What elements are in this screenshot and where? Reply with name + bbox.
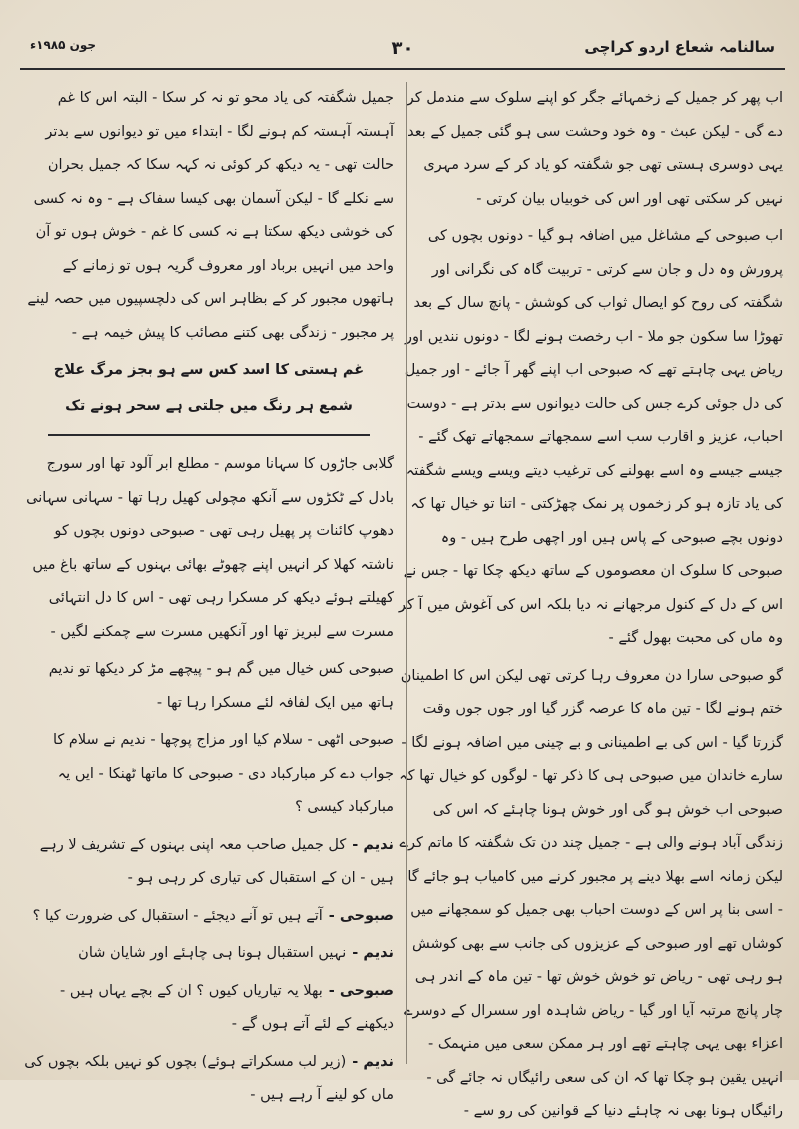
dialogue-line	[24, 975, 394, 1042]
right-paragraph-2: اب صبوحی کے مشاغل میں اضافہ ہو گیا - دونوں بچوں کی پرورش وہ دل و جان سے کرتی - تربیت گاہ کی نگرانی اور شگفتہ کی روح کو ایصال ثواب کی کوشش - پانچ سال کے بعد تھوڑا سا سکون جو ملا - اب رخصت ہونے لگا - دونوں نندیں اور ریاض یہی چاہتے تھے کہ صبوحی اب اپنے گھر آ جائے - اور جمیل کی دل جوئی کرے جس کی حالت دیوانوں سے بدتر ہے - دوست احباب، عزیز و اقارب سب اسے سمجھاتے سمجھاتے تھک گئے - جیسے جیسے وہ اسے بھولنے کی ترغیب دیتے ویسے ویسے شگفتہ کی یاد تازہ ہو کر زخموں پر نمک چھڑکتی - اتنا تو خیال تھا کہ دونوں بچے صبوحی کے پاس ہیں اور اچھی طرح ہیں - وہ صبوحی کا سلوک ان معصوموں کے ساتھ دیکھ چکا تھا - جس نے اس کے دل کے کنول مرجھانے نہ دیا بلکہ اس کی آغوش میں آ کر وہ ماں کی محبت بھول گئے -	[398, 228, 783, 646]
magazine-title: سالنامہ شعاع اردو کراچی	[584, 38, 775, 56]
dialogue-line	[24, 900, 394, 934]
dialogue-text: (زیر لب مسکراتے ہوئے) بچوں کو نہیں بلکہ بچوں کی ماں کو لینے آ رہے ہیں -	[24, 1053, 394, 1103]
page-header	[20, 34, 785, 70]
dialogue-text: کل جمیل صاحب معہ اپنی بہنوں کے تشریف لا رہے ہیں - ان کے استقبال کی تیاری کر رہی ہو -	[39, 836, 394, 886]
dialogue-speaker: ندیم -	[352, 836, 394, 853]
verse-line-1: غم ہستی کا اسد کس سے ہو بجز مرگ علاج	[53, 362, 365, 378]
left-paragraph-1: جمیل شگفتہ کی یاد محو تو نہ کر سکا - البتہ اس کا غم آہستہ آہستہ کم ہونے لگا - ابتداء میں تو دیوانوں سے بدتر حالت تھی - یہ دیکھ کر کوئی نہ کہہ سکا کہ جمیل بحران سے نکلے گا - لیکن آسمان بھی کیسا سفاک ہے - وہ نہ کسی کی خوشی دیکھ سکتا ہے نہ کسی کا غم - خوش ہوں تو آن واحد میں انہیں برباد اور معروف گریہ ہوں تو زمانے کے ہاتھوں مجبور کر کے بظاہر اس کی دلچسپیوں میں حصہ لینے پر مجبور - زندگی بھی کتنے مصائب کا پیش خیمہ ہے -	[27, 90, 394, 341]
right-column	[398, 82, 783, 1119]
dialogue-text: آتے ہیں تو آنے دیجئے - استقبال کی ضرورت کیا ؟	[32, 907, 323, 924]
dialogue-text: نہیں استقبال ہونا ہی چاہئے اور شایان شان	[78, 945, 347, 961]
left-paragraph-2: گلابی جاڑوں کا سہانا موسم - مطلع ابر آلود تھا اور سورج بادل کے ٹکڑوں سے آنکھ مچولی کھیل رہا تھا - سہانی سہانی دھوپ کائنات پر پھیل رہی تھی - صبوحی دونوں بچوں کو ناشتہ کھلا کر انہیں اپنے چھوٹے بھائی بہنوں کے ساتھ باغ میں کھیلتے ہوئے دیکھ کر مسکرا رہی تھی - اس کا دل انتہائی مسرت سے لبریز تھا اور آنکھیں مسرت سے چمکنے لگیں -	[26, 456, 394, 640]
column-divider	[406, 82, 407, 1064]
header-rule	[20, 68, 785, 70]
page-number: ۳۰	[391, 38, 414, 59]
dialogue-speaker: صبوحی -	[328, 907, 394, 924]
verse-line-2: شمع ہر رنگ میں جلتی ہے سحر ہونے تک	[65, 398, 353, 414]
dialogue-speaker: ندیم -	[352, 945, 394, 961]
left-paragraph-4: صبوحی اٹھی - سلام کیا اور مزاج پوچھا - ندیم نے سلام کا جواب دے کر مبارکباد دی - صبوحی کا ماتھا ٹھنکا - ایں یہ مبارکباد کیسی ؟	[52, 732, 394, 815]
right-paragraph-3: گو صبوحی سارا دن معروف رہا کرتی تھی لیکن اس کا اطمینان ختم ہونے لگا - تین ماہ کا عرصہ گزر گیا اور جوں جوں وقت گزرتا گیا - اس کی بے اطمینانی و بے چینی میں اضافہ ہونے لگا - سارے خاندان میں صبوحی ہی کا ذکر تھا - لوگوں کو خیال تھا کہ صبوحی اب خوش ہو گی اور خوش ہونا چاہئے کہ اس کی زندگی آباد ہونے والی ہے - جمیل چند دن تک شگفتہ کا ماتم کرے لیکن زمانہ اسے بھلا دینے پر مجبور کرنے میں کامیاب ہو جائے گا - اسی بنا پر اس کے دوست احباب بھی جمیل کو سمجھانے میں کوشاں تھے اور صبوحی کے عزیزوں کی جانب سے بھی کوشش ہو رہی تھی - ریاض تو خوش خوش تھا - تین ماہ کے اندر ہی چار پانچ مرتبہ آیا اور گیا - ریاض شاہدہ اور سسرال کے دوسرے اعزاء بھی یہی چاہتے تھے اور ہر ممکن سعی میں منہمک - انہیں یقین ہو چکا تھا کہ ان کی سعی رائیگاں نہ جائے گی - رائیگاں ہونا بھی نہ چاہئے دنیا کے قوانین کی رو سے -	[399, 667, 783, 1119]
section-separator	[48, 434, 370, 436]
left-column	[24, 82, 394, 1103]
right-paragraph-1: اب پھر کر جمیل کے زخمہائے جگر کو اپنے سلوک سے مندمل کر دے گی - لیکن عبث - وہ خود وحشت سی ہو گئی جمیل کے بعد یہی دوسری ہستی تھی جو شگفتہ کو یاد کر کے سرد مہری نہیں کر سکتی تھی اور اس کی خوبیاں بیان کرتی -	[406, 90, 783, 207]
issue-date: جون ۱۹۸۵ء	[30, 38, 97, 52]
left-paragraph-3: صبوحی کس خیال میں گم ہو - پیچھے مڑ کر دیکھا تو ندیم ہاتھ میں ایک لفافہ لئے مسکرا رہا تھا -	[48, 661, 394, 711]
dialogue-line	[24, 937, 394, 971]
dialogue-speaker: ندیم -	[352, 1053, 394, 1070]
dialogue-line	[24, 1046, 394, 1113]
dialogue-speaker: صبوحی -	[328, 982, 394, 999]
dialogue-line	[24, 829, 394, 896]
dialogue-text: بھلا یہ تیاریاں کیوں ؟ ان کے بچے یہاں ہیں - دیکھنے کے لئے آتے ہوں گے -	[60, 982, 394, 1032]
